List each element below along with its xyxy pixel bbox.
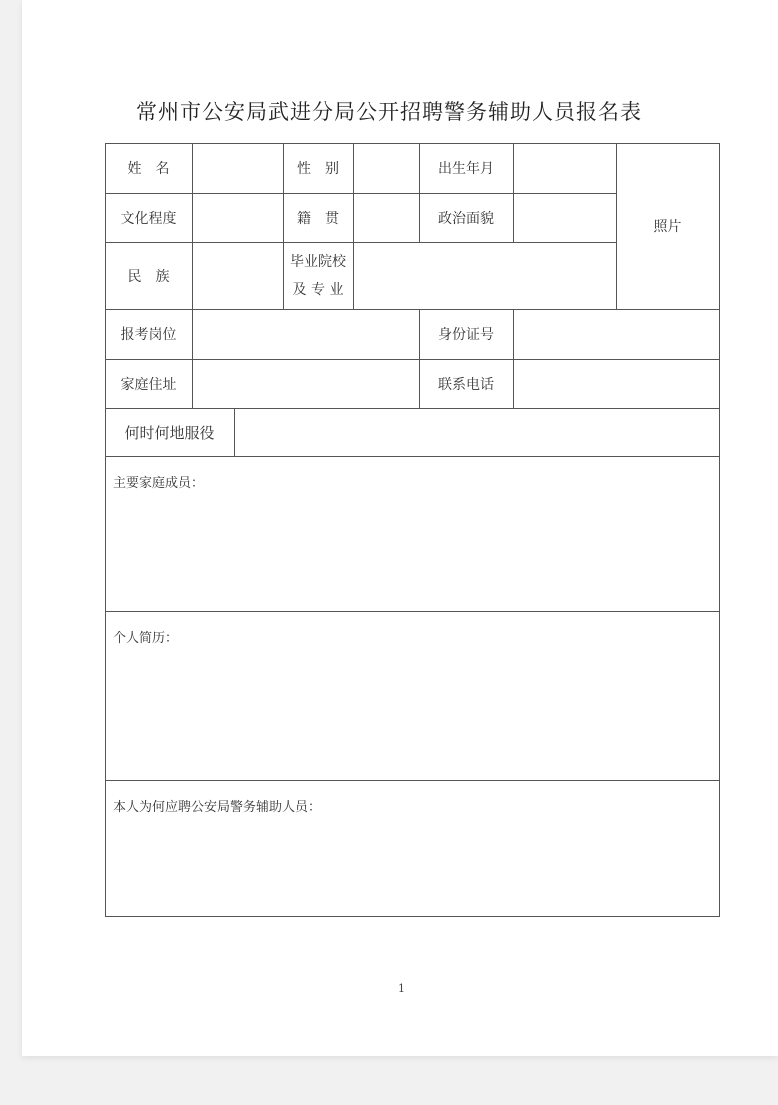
label-political: 政治面貌 <box>438 210 494 227</box>
field-ethnicity[interactable] <box>192 242 283 309</box>
section-resume[interactable] <box>105 611 719 780</box>
field-address[interactable] <box>192 359 419 408</box>
form-title: 常州市公安局武进分局公开招聘警务辅助人员报名表 <box>136 100 642 124</box>
field-native-place[interactable] <box>353 193 419 242</box>
label-education: 文化程度 <box>120 210 177 227</box>
label-name: 姓 名 <box>127 161 170 177</box>
field-phone[interactable] <box>513 359 719 408</box>
field-school[interactable] <box>353 242 616 309</box>
label-resume: 个人简历： <box>113 631 179 646</box>
label-school-line2: 及 专 业 <box>292 281 344 298</box>
label-service: 何时何地服役 <box>124 423 215 442</box>
label-school-line1: 毕业院校 <box>290 253 346 270</box>
label-native-place: 籍 贯 <box>297 210 339 227</box>
label-gender: 性 别 <box>297 161 339 177</box>
field-political[interactable] <box>513 193 616 242</box>
field-education[interactable] <box>192 193 283 242</box>
page-number: 1 <box>398 982 405 995</box>
section-family[interactable] <box>105 456 719 611</box>
field-gender[interactable] <box>353 143 419 193</box>
field-service[interactable] <box>234 408 719 456</box>
field-id-number[interactable] <box>513 309 719 359</box>
field-name[interactable] <box>192 143 283 193</box>
label-birth: 出生年月 <box>438 161 494 177</box>
label-school <box>283 242 353 309</box>
section-reason[interactable] <box>105 780 719 916</box>
photo-box[interactable]: 照片 <box>653 219 682 235</box>
field-birth[interactable] <box>513 143 616 193</box>
label-reason: 本人为何应聘公安局警务辅助人员： <box>113 800 322 815</box>
label-position: 报考岗位 <box>120 327 177 343</box>
label-family: 主要家庭成员： <box>113 476 205 491</box>
label-id-number: 身份证号 <box>438 327 494 343</box>
field-position[interactable] <box>192 309 419 359</box>
label-phone: 联系电话 <box>438 376 494 393</box>
label-ethnicity: 民 族 <box>127 268 170 285</box>
label-address: 家庭住址 <box>120 376 177 393</box>
